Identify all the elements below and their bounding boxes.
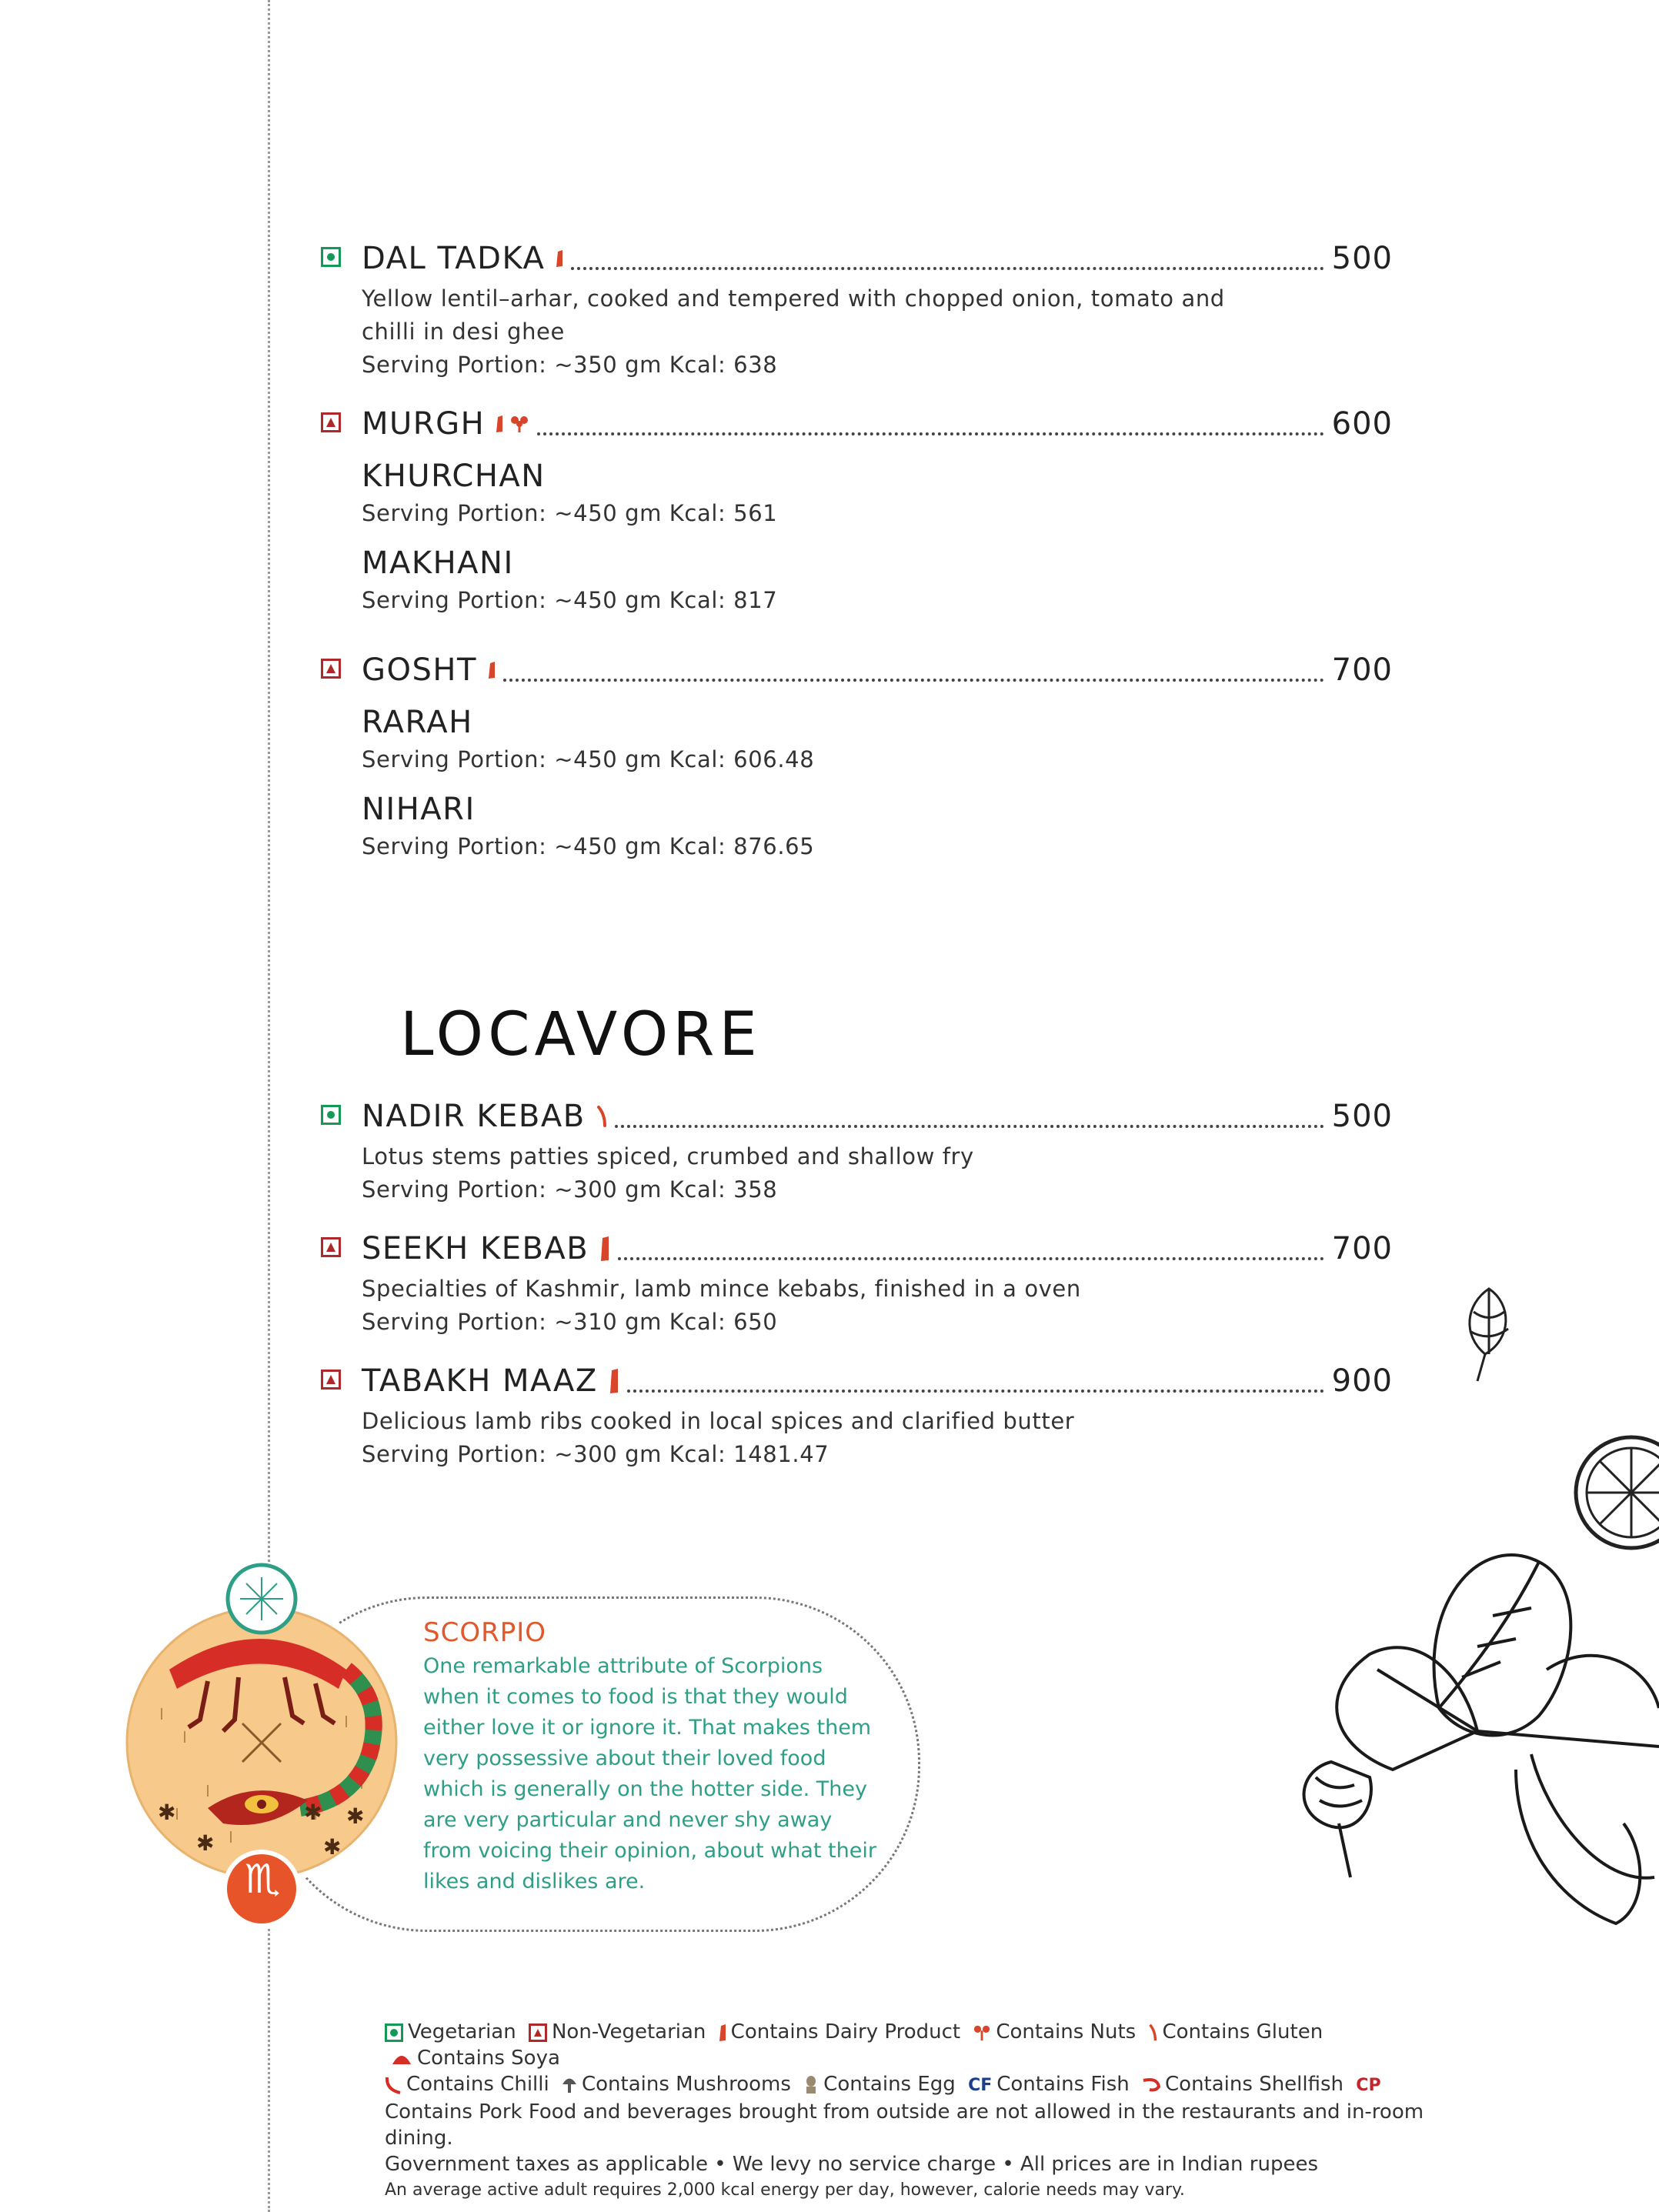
egg-icon	[803, 2075, 819, 2095]
dairy-icon	[496, 415, 503, 433]
item-description	[362, 1273, 1393, 1339]
vegetarian-icon	[321, 247, 341, 267]
legend-mushrooms: Contains Mushrooms	[581, 2073, 791, 2096]
svg-text:✱: ✱	[304, 1800, 322, 1825]
gluten-icon	[596, 1106, 607, 1127]
item-price: 600	[1331, 406, 1393, 442]
item-name: DAL TADKA	[362, 241, 546, 276]
serving-portion: Serving Portion: ~450 gm Kcal: 561	[362, 500, 778, 526]
menu-item-seekh-kebab	[362, 1229, 1393, 1339]
dotted-leader	[618, 1257, 1324, 1260]
dotted-leader	[627, 1390, 1324, 1393]
menu-item-tabakh-maaz	[362, 1362, 1393, 1471]
non-vegetarian-icon	[321, 659, 341, 679]
nuts-icon	[509, 415, 529, 433]
section-title: LOCAVORE	[400, 1000, 762, 1069]
zodiac-title: SCORPIO	[423, 1617, 546, 1648]
description-line: Delicious lamb ribs cooked in local spices and clarified butter	[362, 1408, 1075, 1434]
nuts-icon	[973, 2023, 991, 2042]
vegetarian-icon	[385, 2023, 403, 2042]
serving-portion: Serving Portion: ~300 gm Kcal: 1481.47	[362, 1441, 830, 1467]
item-description	[362, 1140, 1393, 1206]
menu-item-murgh	[362, 405, 1393, 617]
serving-portion: Serving Portion: ~350 gm Kcal: 638	[362, 352, 778, 378]
chilli-icon	[385, 2076, 402, 2094]
dairy-icon	[599, 1236, 610, 1262]
svg-text:✱: ✱	[346, 1803, 365, 1829]
soya-icon	[391, 2052, 412, 2066]
item-name: MURGH	[362, 406, 486, 442]
shellfish-icon	[1142, 2077, 1160, 2093]
non-vegetarian-icon	[321, 1237, 341, 1257]
serving-portion: Serving Portion: ~450 gm Kcal: 606.48	[362, 746, 815, 772]
sub-item-name: NIHARI	[362, 792, 476, 827]
legend-pork-and-outside-food: Contains Pork Food and beverages brought from outside are not allowed in the restaurants and in-room dining.	[385, 2100, 1424, 2150]
fish-icon: CF	[968, 2076, 993, 2095]
svg-text:✱: ✱	[158, 1800, 176, 1825]
leafy-greens-sketch-icon	[1285, 1516, 1659, 1947]
item-description	[362, 282, 1393, 382]
serving-portion: Serving Portion: ~310 gm Kcal: 650	[362, 1309, 778, 1335]
legend-chilli: Contains Chilli	[406, 2073, 549, 2096]
legend-non-vegetarian: Non-Vegetarian	[551, 2020, 706, 2044]
dotted-leader	[537, 432, 1324, 435]
zodiac-text: One remarkable attribute of Scorpions when it comes to food is that they would either love it or ignore it. That makes them very possessive about their loved food which is generally on the hotter side. They are very particular and never shy away from voicing their opinion, about what their likes and dislikes are.	[423, 1654, 876, 1893]
sub-item-name: KHURCHAN	[362, 459, 546, 494]
description-line: Lotus stems patties spiced, crumbed and shallow fry	[362, 1143, 974, 1169]
legend-egg: Contains Egg	[823, 2073, 956, 2096]
item-price: 700	[1331, 1231, 1393, 1266]
non-vegetarian-icon	[529, 2023, 547, 2042]
serving-portion: Serving Portion: ~300 gm Kcal: 358	[362, 1176, 778, 1203]
non-vegetarian-icon	[321, 1370, 341, 1390]
legend-gluten: Contains Gluten	[1162, 2020, 1324, 2044]
legend-taxes: Government taxes as applicable • We levy no service charge • All prices are in Indian rupees	[385, 2153, 1318, 2176]
legend-dairy: Contains Dairy Product	[730, 2020, 961, 2044]
serving-portion: Serving Portion: ~450 gm Kcal: 817	[362, 587, 778, 613]
legend-line-1	[385, 2019, 1477, 2071]
mushroom-icon	[562, 2076, 577, 2094]
description-line: Yellow lentil–arhar, cooked and tempered with chopped onion, tomato and	[362, 285, 1225, 312]
legend-soya: Contains Soya	[417, 2047, 560, 2070]
artichoke-sketch-icon	[1454, 1281, 1524, 1389]
item-price: 900	[1331, 1363, 1393, 1399]
vegetarian-icon	[321, 1105, 341, 1125]
dotted-leader	[503, 679, 1324, 682]
legend-kcal-note: An average active adult requires 2,000 kcal energy per day, however, calorie needs may vary.	[385, 2180, 1185, 2200]
menu-item-dal-tadka	[362, 239, 1393, 382]
item-name: NADIR KEBAB	[362, 1099, 586, 1134]
sub-item-name: RARAH	[362, 705, 473, 740]
legend	[385, 2019, 1477, 2204]
item-name: GOSHT	[362, 652, 477, 688]
menu-item-nadir-kebab	[362, 1097, 1393, 1206]
legend-shellfish: Contains Shellfish	[1165, 2073, 1344, 2096]
description-line: Specialties of Kashmir, lamb mince kebabs, finished in a oven	[362, 1276, 1081, 1302]
scorpio-glyph-icon: ♏	[244, 1857, 281, 1903]
dotted-leader	[571, 267, 1324, 270]
dotted-leader	[615, 1125, 1324, 1128]
svg-text:✱: ✱	[196, 1830, 215, 1856]
serving-portion: Serving Portion: ~450 gm Kcal: 876.65	[362, 833, 815, 859]
menu-item-gosht	[362, 651, 1393, 863]
sub-item-name: MAKHANI	[362, 545, 514, 581]
item-price: 500	[1331, 241, 1393, 276]
item-description	[362, 1405, 1393, 1471]
item-name: SEEKH KEBAB	[362, 1231, 589, 1266]
legend-vegetarian: Vegetarian	[408, 2020, 516, 2044]
non-vegetarian-icon	[321, 412, 341, 432]
dairy-icon	[556, 249, 563, 268]
legend-line-2	[385, 2071, 1477, 2099]
dairy-icon	[488, 661, 496, 679]
svg-text:✱: ✱	[323, 1834, 342, 1860]
item-price: 700	[1331, 652, 1393, 688]
gluten-icon	[1148, 2023, 1157, 2043]
dairy-icon	[609, 1368, 619, 1394]
legend-nuts: Contains Nuts	[996, 2020, 1137, 2044]
item-name: TABAKH MAAZ	[362, 1363, 598, 1399]
pork-icon: CP	[1356, 2076, 1381, 2095]
dairy-icon	[719, 2023, 726, 2042]
legend-fish: Contains Fish	[996, 2073, 1130, 2096]
description-line: chilli in desi ghee	[362, 319, 565, 345]
item-price: 500	[1331, 1099, 1393, 1134]
